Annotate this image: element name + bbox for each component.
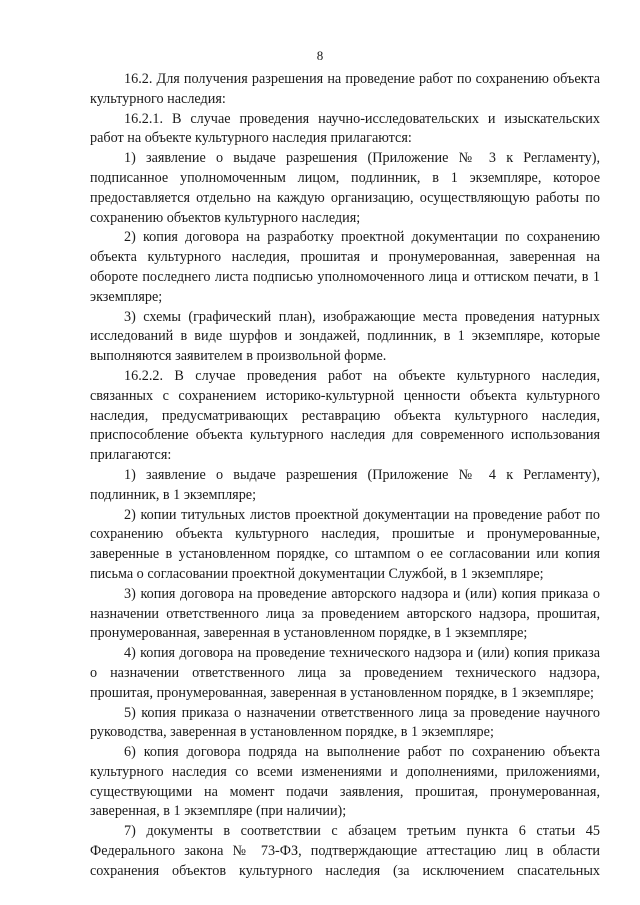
- document-body: [90, 70, 600, 882]
- paragraph-16-2-2: 16.2.2. В случае проведения работ на объекте культурного наследия, связанных с сохранением историко-культурной ценности объекта культурного наследия, предусматривающих реставрацию объекта культурного наследия, приспособление объекта культурного наследия для современного использования прилагаются:: [90, 367, 600, 464]
- list-item-5-scientific-guidance: 5) копия приказа о назначении ответственного лица за проведение научного руководства, заверенная в установленном порядке, в 1 экземпляре;: [90, 704, 600, 741]
- paragraph-16-2-1: 16.2.1. В случае проведения научно-исследовательских и изыскательских работ на объекте культурного наследия прилагаются:: [90, 110, 600, 147]
- list-item-2-contract-copy: 2) копия договора на разработку проектной документации по сохранению объекта культурного наследия, прошитая и пронумерованная, заверенная на обороте последнего листа подписью уполномоченного лица и оттиском печати, в 1 экземпляре;: [90, 229, 600, 305]
- list-item-1-application: 1) заявление о выдаче разрешения (Приложение № 4 к Регламенту), подлинник, в 1 экземпляре;: [90, 466, 600, 503]
- list-item-7-documents: 7) документы в соответствии с абзацем третьим пункта 6 статьи 45 Федерального закона № 73-ФЗ, подтверждающие аттестацию лиц в области сохранения объектов культурного наследия (за исключением спасательных: [90, 823, 600, 879]
- list-item-3-author-supervision: 3) копия договора на проведение авторского надзора и (или) копия приказа о назначении ответственного лица за проведением авторского надзора, прошитая, пронумерованная, заверенная в установленном порядке, в 1 экземпляре;: [90, 585, 600, 642]
- list-item-1-application: 1) заявление о выдаче разрешения (Приложение № 3 к Регламенту), подписанное уполномоченным лицом, подлинник, в 1 экземпляре, которое предоставляется отдельно на каждую организацию, осуществляющую работы по сохранению объектов культурного наследия;: [90, 150, 600, 226]
- page-number: 8: [316, 48, 324, 63]
- list-item-3-schemes: 3) схемы (графический план), изображающие места проведения натурных исследований в виде шурфов и зондажей, подлинник, в 1 экземпляре, которые выполняются заявителем в произвольной форме.: [90, 308, 600, 365]
- list-item-4-technical-supervision: 4) копия договора на проведение технического надзора и (или) копия приказа о назначении ответственного лица за проведением технического надзора, прошитая, пронумерованная, заверенная в установленном порядке, в 1 экземпляре;: [90, 645, 600, 701]
- list-item-6-contract: 6) копия договора подряда на выполнение работ по сохранению объекта культурного наследия со всеми изменениями и дополнениями, приложениями, существующими на момент подачи заявления, прошитая, пронумерованная, заверенная, в 1 экземпляре (при наличии);: [90, 744, 600, 820]
- list-item-2-title-pages: 2) копии титульных листов проектной документации на проведение работ по сохранению объекта культурного наследия, прошитые и пронумерованные, заверенные в установленном порядке, со штампом о ее согласовании или копия письма о согласовании проектной документации Службой, в 1 экземпляре;: [90, 506, 600, 582]
- paragraph-16-2: 16.2. Для получения разрешения на проведение работ по сохранению объекта культурного наследия:: [90, 71, 600, 107]
